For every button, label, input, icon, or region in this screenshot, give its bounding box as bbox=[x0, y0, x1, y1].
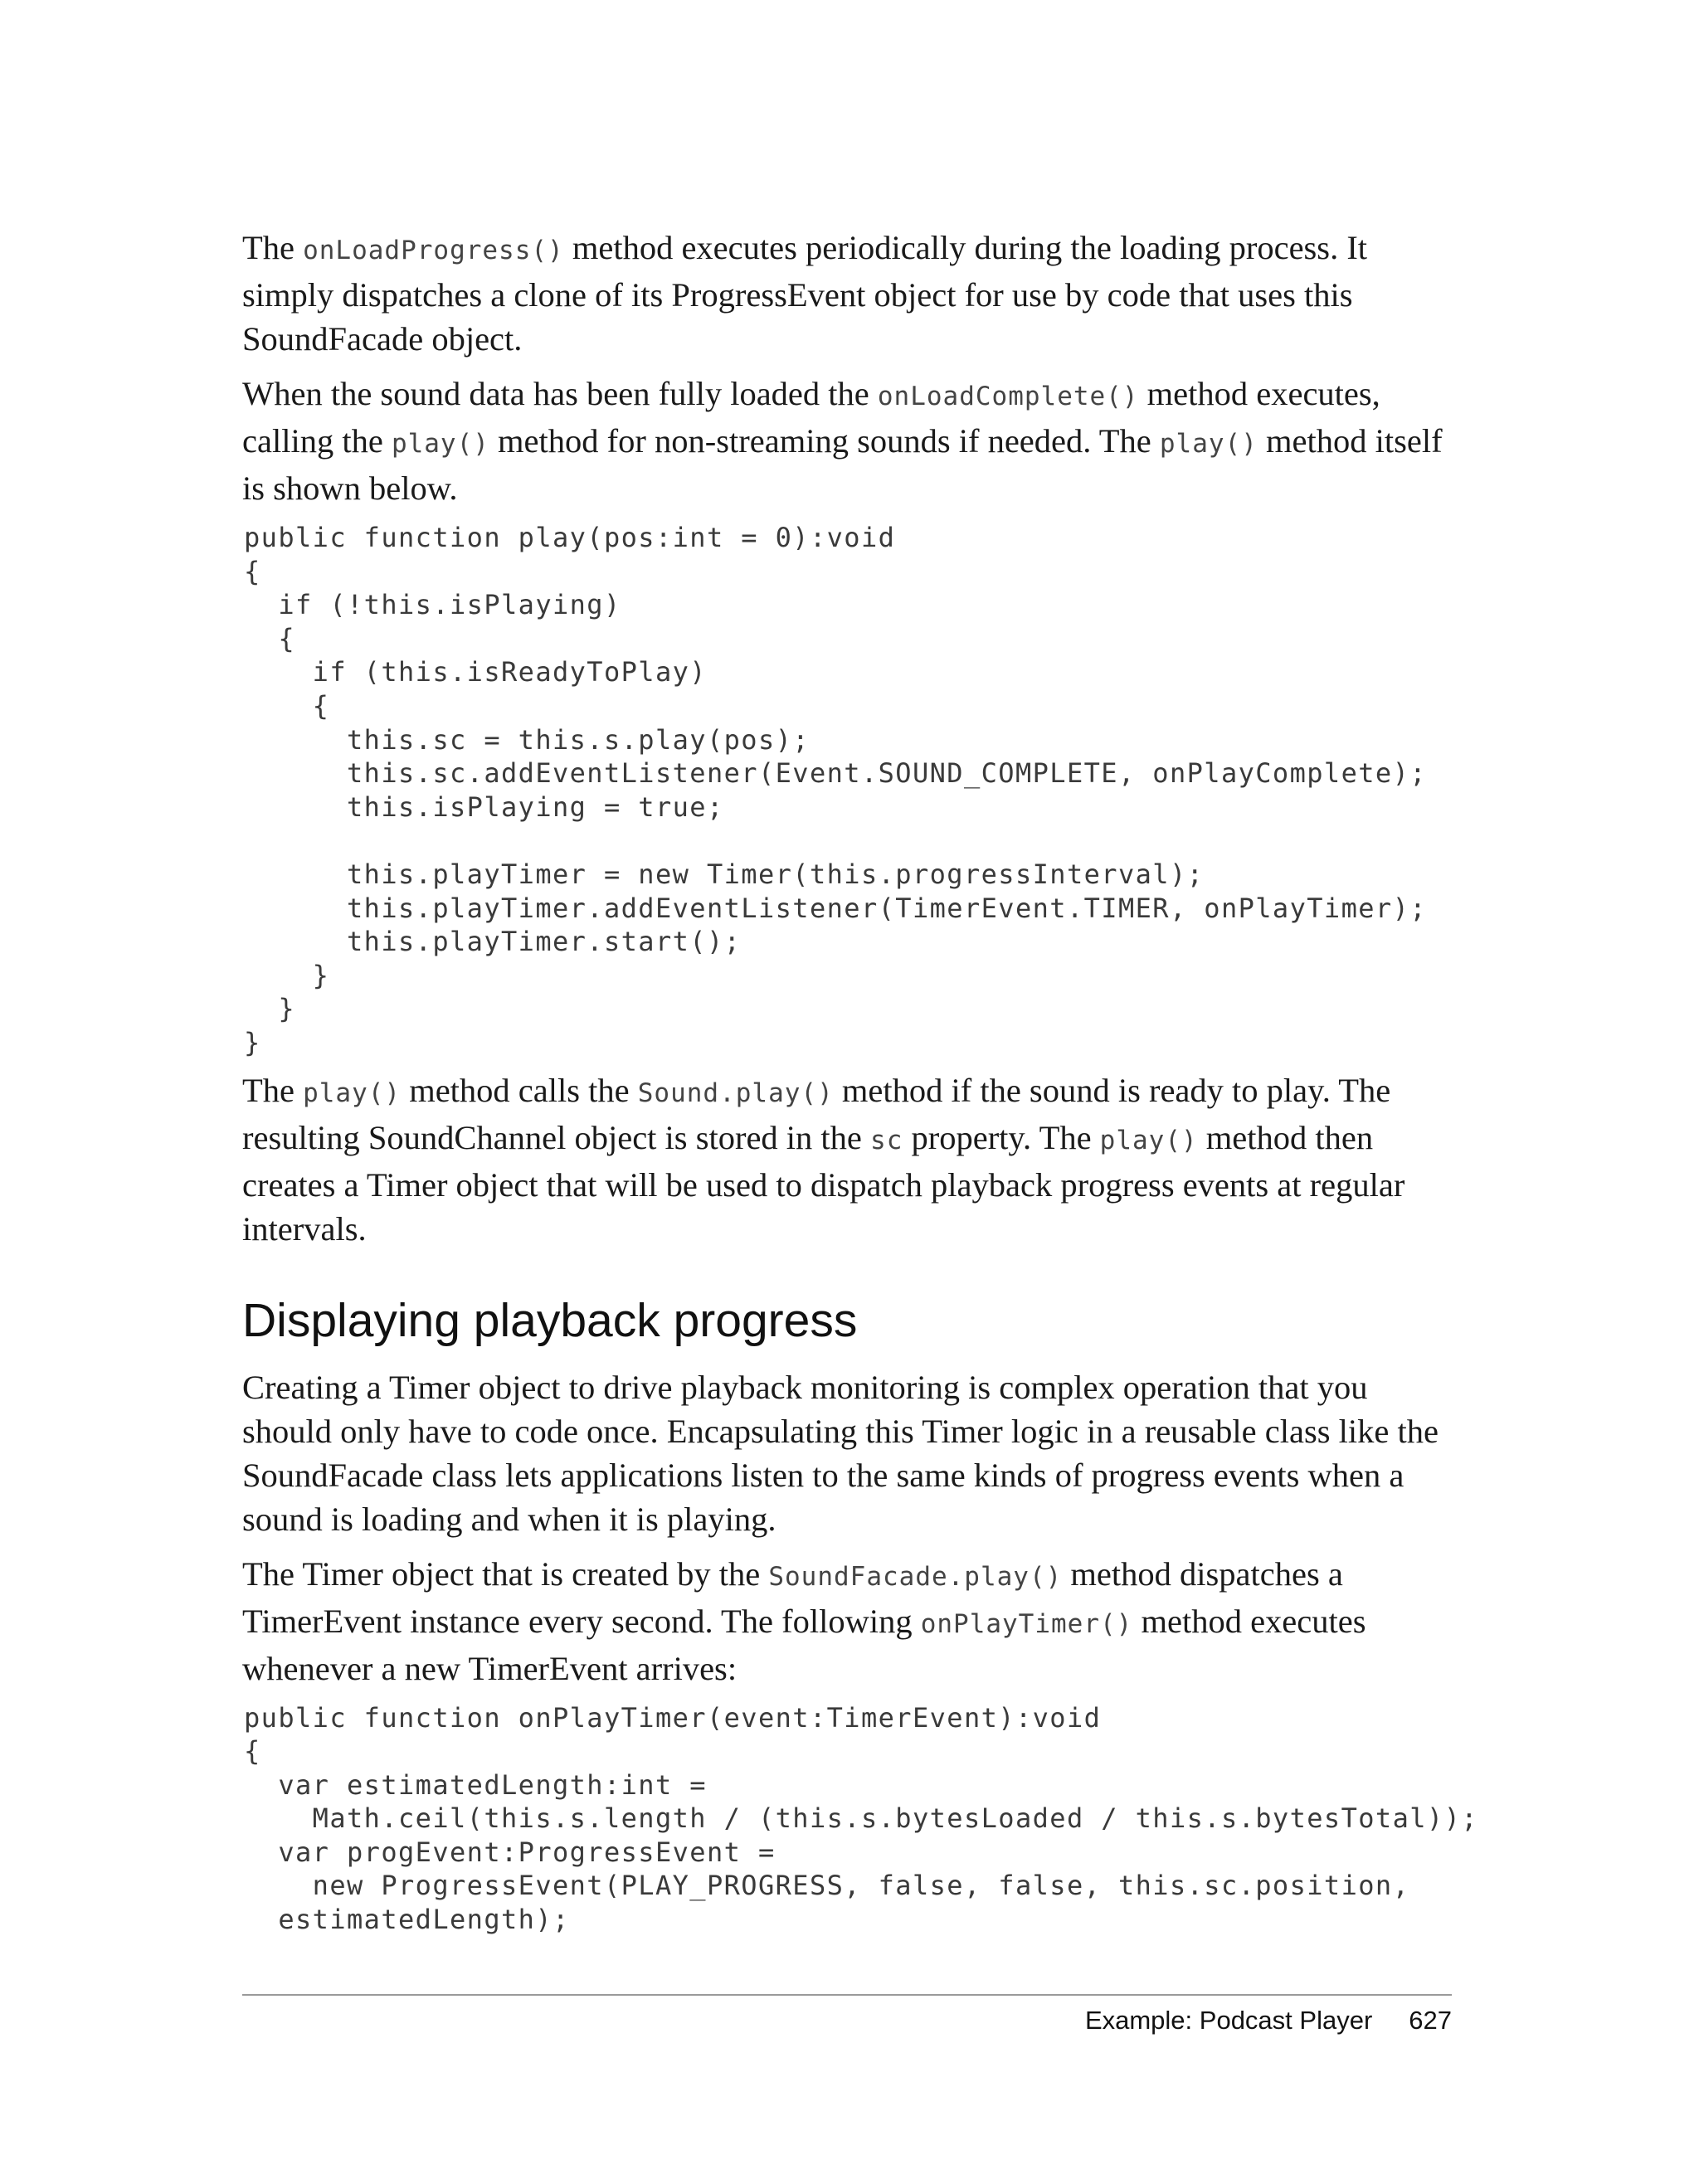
inline-code: play() bbox=[303, 1077, 402, 1108]
page-number: 627 bbox=[1409, 2006, 1452, 2035]
paragraph-onloadprogress bbox=[242, 226, 1462, 361]
page-footer bbox=[1085, 2006, 1452, 2036]
inline-code: onLoadComplete() bbox=[877, 382, 1139, 411]
text: The Timer object that is created by the bbox=[242, 1554, 769, 1593]
inline-code: play() bbox=[1099, 1125, 1198, 1155]
text: property. The bbox=[903, 1118, 1100, 1156]
paragraph-timer-event bbox=[242, 1552, 1462, 1690]
text: method executes periodically during the loading process. It simply dispatches a clone of its ProgressEvent object for use by code that uses this SoundFacade object. bbox=[242, 229, 1368, 358]
paragraph-timer-intro: Creating a Timer object to drive playback monitoring is complex operation that you should only have to code once. Encapsulating this Timer logic in a reusable class like the SoundFacade class lets applications listen to the same kinds of progress events when a sound is loading and when it is playing. bbox=[242, 1368, 1439, 1538]
text: method executes, calling the bbox=[242, 375, 1380, 460]
code-block-play: public function play(pos:int = 0):void { if (!this.isPlaying) { if (this.isReadyToPlay) { this.sc = this.s.play(pos); this.sc.addEventListener(Event.SOUND_COMPLETE, onPlayComplete); this.isPlaying = true; this.playTimer = new Timer(this.progressInterval); this.playTimer.addEventListener(TimerEvent.TIMER, onPlayTimer); this.playTimer.start(); } } } bbox=[244, 522, 1427, 1058]
paragraph-play-method bbox=[242, 1068, 1462, 1251]
footer-divider bbox=[242, 1994, 1452, 1996]
text: The bbox=[242, 1071, 304, 1109]
paragraph-onloadcomplete bbox=[242, 372, 1462, 510]
inline-code: play() bbox=[391, 429, 489, 459]
text: When the sound data has been fully loaded the bbox=[242, 375, 878, 412]
page-content bbox=[242, 226, 1478, 1945]
text: The bbox=[242, 229, 304, 266]
text: method then creates a Timer object that will be used to dispatch playback progress events at regular intervals. bbox=[242, 1118, 1405, 1248]
inline-code: play() bbox=[1159, 429, 1258, 459]
text: method itself is shown below. bbox=[242, 422, 1443, 507]
text: method executes whenever a new TimerEvent arrives: bbox=[242, 1602, 1366, 1687]
text: method if the sound is ready to play. The resulting SoundChannel object is stored in the bbox=[242, 1071, 1391, 1156]
inline-code: Sound.play() bbox=[637, 1077, 834, 1108]
code-block-onplaytimer: public function onPlayTimer(event:TimerEvent):void { var estimatedLength:int = Math.ceil(this.s.length / (this.s.bytesLoaded / this.s.bytesTotal)); var progEvent:ProgressEvent = new ProgressEvent(PLAY_PROGRESS, false, false, this.sc.position, estimatedLength); bbox=[244, 1701, 1478, 1936]
inline-code: onLoadProgress() bbox=[303, 236, 564, 265]
text: method calls the bbox=[401, 1071, 638, 1109]
footer-title: Example: Podcast Player bbox=[1084, 2006, 1373, 2035]
text: method for non-streaming sounds if needed. The bbox=[489, 422, 1160, 460]
inline-code: sc bbox=[870, 1125, 903, 1155]
section-heading: Displaying playback progress bbox=[242, 1293, 858, 1347]
text: method dispatches a TimerEvent instance every second. The following bbox=[242, 1554, 1343, 1640]
inline-code: SoundFacade.play() bbox=[768, 1561, 1063, 1592]
inline-code: onPlayTimer() bbox=[920, 1608, 1133, 1639]
